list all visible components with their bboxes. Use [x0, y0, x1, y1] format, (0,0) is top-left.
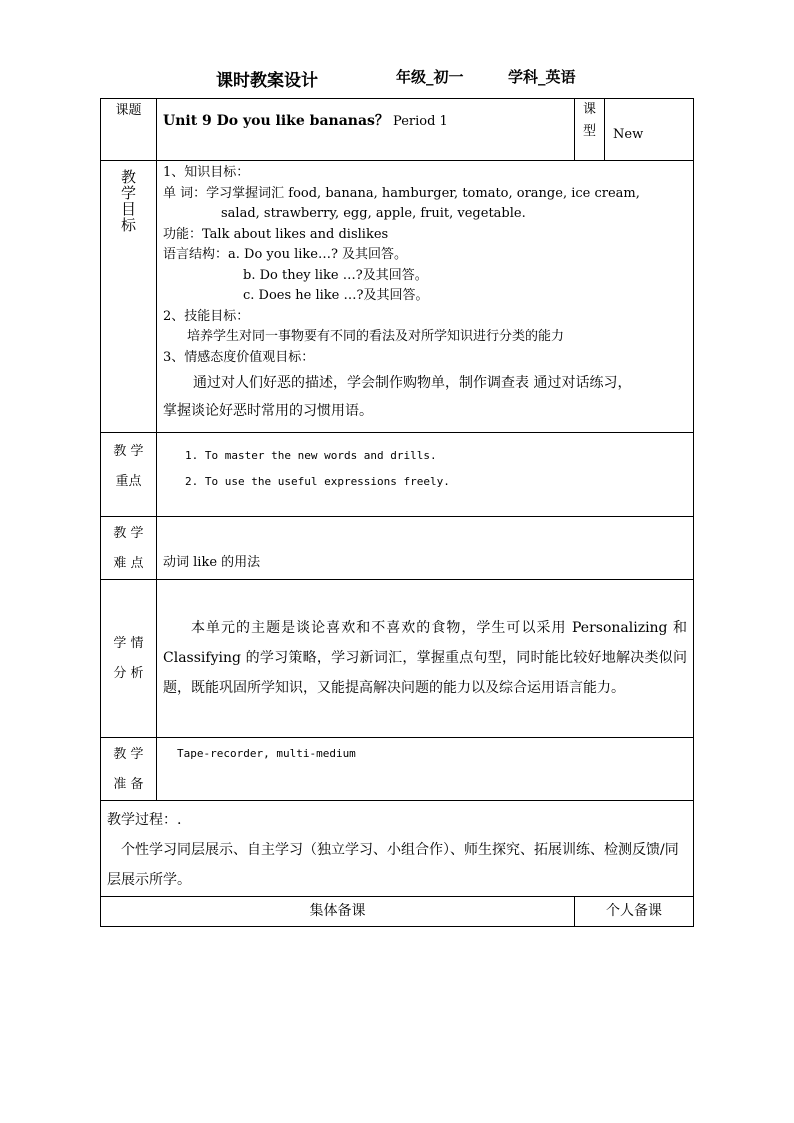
process-heading: 教学过程：.: [107, 812, 182, 828]
key-point-item: 2. To use the useful expressions freely.: [185, 475, 450, 488]
lesson-plan-table: [100, 98, 694, 927]
key-points-label-cell: [101, 433, 157, 517]
skills-text: 培养学生对同一事物要有不同的看法及对所学知识进行分类的能力: [187, 329, 565, 344]
key-point-item: 1. To master the new words and drills.: [185, 449, 437, 462]
difficulties-text: 动词 like 的用法: [157, 517, 694, 580]
key-points-row: [101, 433, 694, 517]
page-header: [0, 66, 794, 90]
analysis-text: 本单元的主题是谈论喜欢和不喜欢的食物，学生可以采用 Personalizing 和 Classifying 的学习策略，学习新词汇，掌握重点句型，同时能比较好地解决类似问题，既能巩固所学知识，又能提高解决问题的能力以及综合运用语言能力。: [163, 620, 687, 696]
structure-a: 语言结构：a. Do you like…? 及其回答。: [163, 247, 408, 262]
difficulties-label-cell: [101, 517, 157, 580]
objectives-label-cell: [101, 161, 157, 433]
preparation-text: Tape-recorder, multi-medium: [177, 747, 356, 760]
analysis-label-top: 学 情: [113, 635, 144, 651]
analysis-row: [101, 580, 694, 738]
key-points-cell: [157, 433, 694, 517]
objectives-label: 教学目标: [120, 168, 136, 234]
structure-b: b. Do they like …?及其回答。: [243, 267, 428, 283]
preparation-cell: [157, 738, 694, 801]
analysis-cell: [157, 580, 694, 738]
footer-row: [101, 897, 694, 927]
personal-prep-header: 个人备课: [575, 897, 694, 927]
objectives-cell: [157, 161, 694, 433]
emotion-heading: 3、情感态度价值观目标：: [163, 349, 315, 365]
structure-c: c. Does he like …?及其回答。: [243, 288, 429, 303]
grade-field: 年级_初一: [396, 68, 464, 86]
analysis-label-cell: [101, 580, 157, 738]
emotion-line-1: 通过对人们好恶的描述，学会制作购物单，制作调查表 通过对话练习，: [193, 375, 632, 391]
difficulties-label-bottom: 难 点: [113, 556, 144, 571]
topic-cell: [157, 99, 575, 161]
function-line: 功能：Talk about likes and dislikes: [163, 226, 389, 242]
emotion-line-2: 掌握谈论好恶时常用的习惯用语。: [163, 403, 373, 419]
knowledge-heading: 1、知识目标：: [163, 165, 250, 180]
key-points-label-bottom: 重点: [115, 474, 142, 489]
process-row: [101, 801, 694, 897]
process-text: 个性学习同层展示、自主学习（独立学习、小组合作）、师生探究、拓展训练、检测反馈/同层展示所学。: [107, 842, 679, 888]
subject-field: 学科_英语: [508, 68, 576, 86]
collective-prep-header: 集体备课: [101, 897, 575, 927]
preparation-label-cell: [101, 738, 157, 801]
skills-heading: 2、技能目标：: [163, 308, 250, 324]
key-points-label-top: 教 学: [113, 444, 144, 459]
difficulties-label-top: 教 学: [113, 526, 144, 541]
topic-row: [101, 99, 694, 161]
preparation-label-bottom: 准 备: [113, 777, 144, 792]
analysis-label-bottom: 分 析: [113, 665, 144, 681]
type-value: New: [605, 99, 694, 161]
page-title: 课时教案设计: [216, 71, 318, 91]
difficulties-row: [101, 517, 694, 580]
preparation-label-top: 教 学: [113, 747, 144, 762]
topic-label: 课题: [101, 99, 157, 161]
type-label: 课型: [575, 99, 605, 161]
objectives-row: [101, 161, 694, 433]
vocab-line-2: salad, strawberry, egg, apple, fruit, vegetable.: [221, 206, 526, 221]
vocab-line-1: 单 词：学习掌握词汇 food, banana, hamburger, tomato, orange, ice cream,: [163, 185, 640, 201]
unit-title: Unit 9 Do you like bananas？: [163, 113, 389, 129]
process-cell: [101, 801, 694, 897]
unit-period: Period 1: [393, 114, 448, 129]
preparation-row: [101, 738, 694, 801]
